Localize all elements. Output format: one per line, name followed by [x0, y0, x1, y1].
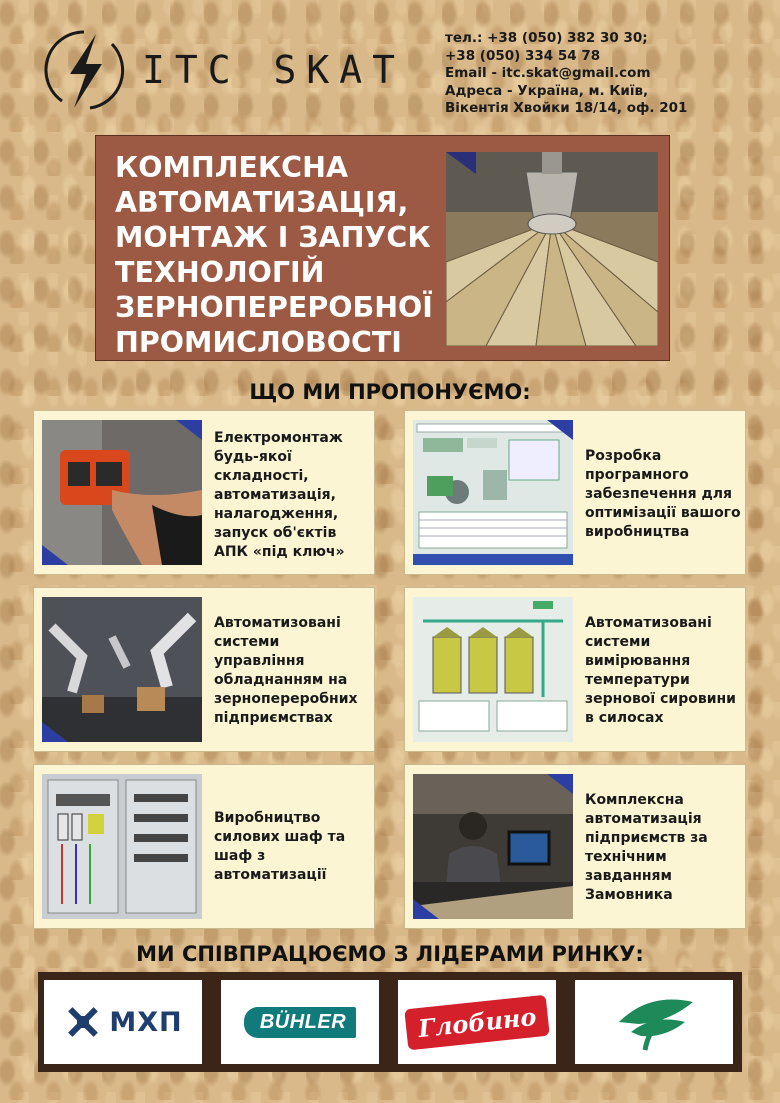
partners-strip: [38, 972, 742, 1072]
company-logo: [40, 26, 405, 114]
contact-address-2: Вікентія Хвойки 18/14, оф. 201: [445, 100, 688, 116]
photo-corner-accent: [446, 152, 476, 174]
card-line: управління: [214, 653, 305, 669]
card-line: програмного: [585, 467, 689, 483]
contact-address-1: Адреса - Україна, м. Київ,: [445, 82, 649, 99]
hero-banner: [95, 135, 670, 361]
hero-title-line: ЗЕРНОПЕРЕРОБНОЇ: [115, 291, 433, 324]
hero-title-line: АВТОМАТИЗАЦІЯ,: [115, 186, 409, 219]
card-text: [585, 614, 741, 728]
service-card-cabinets: [33, 764, 375, 929]
hero-title-line: ТЕХНОЛОГІЙ: [115, 256, 325, 289]
contact-phone-1: тел.: +38 (050) 382 30 30;: [445, 30, 648, 46]
card-text: [214, 809, 370, 885]
card-line: автоматизації: [214, 867, 327, 883]
hero-title-line: ПРОМИСЛОВОСТІ: [115, 326, 402, 359]
buhler-logo: [221, 980, 379, 1064]
hero-photo-grain-weigher: [446, 152, 658, 346]
card-line: в силосах: [585, 710, 664, 726]
green-leaf-icon: [609, 992, 699, 1052]
buhler-badge: [244, 1007, 356, 1038]
card-line: забезпечення для: [585, 486, 733, 502]
card-line: Розробка: [585, 448, 662, 464]
card-line: складності,: [214, 468, 309, 484]
card-line: Виробництво: [214, 810, 321, 826]
card-line: підприємств за: [585, 830, 708, 846]
globino-wordmark: Глобино: [416, 1001, 538, 1043]
card-line: Комплексна: [585, 792, 684, 808]
card-image-operator-control-room: [413, 774, 573, 919]
card-line: температури: [585, 672, 690, 688]
card-line: системи: [585, 634, 651, 650]
card-image-electrician: [42, 420, 202, 565]
card-line: АПК «під ключ»: [214, 544, 345, 560]
hero-title-line: МОНТАЖ І ЗАПУСК: [115, 221, 431, 254]
card-line: зернопереробних: [214, 691, 358, 707]
corner-accent: [413, 899, 439, 919]
globino-badge: [404, 994, 550, 1050]
card-line: силових шаф та: [214, 829, 346, 845]
card-line: Автоматизовані: [214, 615, 341, 631]
card-line: Електромонтаж: [214, 430, 343, 446]
card-line: будь-якої: [214, 449, 292, 465]
card-line: Автоматизовані: [585, 615, 712, 631]
card-line: обладнанням на: [214, 672, 348, 688]
buhler-wordmark: BÜHLER: [259, 1010, 347, 1033]
leaf-logo: [575, 980, 733, 1064]
service-card-control-systems: [33, 587, 375, 752]
corner-accent: [176, 420, 202, 440]
card-line: автоматизація: [585, 811, 702, 827]
card-image-scada-screen: [413, 420, 573, 565]
partners-title: МИ СПІВПРАЦЮЄМО З ЛІДЕРАМИ РИНКУ:: [136, 942, 644, 966]
corner-accent: [547, 774, 573, 794]
card-line: системи: [214, 634, 280, 650]
hero-title-line: КОМПЛЕКСНА: [115, 151, 348, 184]
card-line: завданням: [585, 868, 672, 884]
card-line: зернової сировини: [585, 691, 736, 707]
card-line: Замовника: [585, 887, 673, 903]
corner-accent: [547, 420, 573, 440]
card-line: підприємствах: [214, 710, 333, 726]
contact-block: [445, 30, 687, 118]
service-card-software: [404, 410, 746, 575]
lightning-bolt-icon: [40, 26, 128, 114]
card-text: [585, 447, 741, 542]
hero-title: [115, 150, 435, 360]
contact-email[interactable]: Email - itc.skat@gmail.com: [445, 65, 651, 81]
corner-accent: [42, 722, 68, 742]
card-line: автоматизація,: [214, 487, 336, 503]
service-card-electrical: [33, 410, 375, 575]
corner-accent: [42, 545, 68, 565]
card-image-electrical-cabinet: [42, 774, 202, 919]
card-text: [214, 614, 370, 728]
card-text: [585, 791, 741, 905]
service-card-temperature: [404, 587, 746, 752]
offer-title: ЩО МИ ПРОПОНУЄМО:: [249, 380, 531, 404]
logo-wordmark: ITC SKAT: [142, 48, 406, 92]
grain-weigher-image: [446, 152, 658, 346]
card-line: запуск об'єктів: [214, 525, 337, 541]
card-line: технічним: [585, 849, 667, 865]
card-image-robot-arms: [42, 597, 202, 742]
card-line: виробництва: [585, 524, 690, 540]
card-text: [214, 429, 370, 562]
card-line: оптимізації вашого: [585, 505, 741, 521]
card-image-silo-monitor: [413, 597, 573, 742]
windmill-icon: [63, 1002, 103, 1042]
contact-phone-2: +38 (050) 334 54 78: [445, 47, 601, 64]
globino-logo: [398, 980, 556, 1064]
service-card-turnkey: [404, 764, 746, 929]
mhp-wordmark: МХП: [109, 1006, 183, 1038]
card-line: шаф з: [214, 848, 266, 864]
mhp-logo: [44, 980, 202, 1064]
card-line: вимірювання: [585, 653, 691, 669]
card-line: налагодження,: [214, 506, 339, 522]
